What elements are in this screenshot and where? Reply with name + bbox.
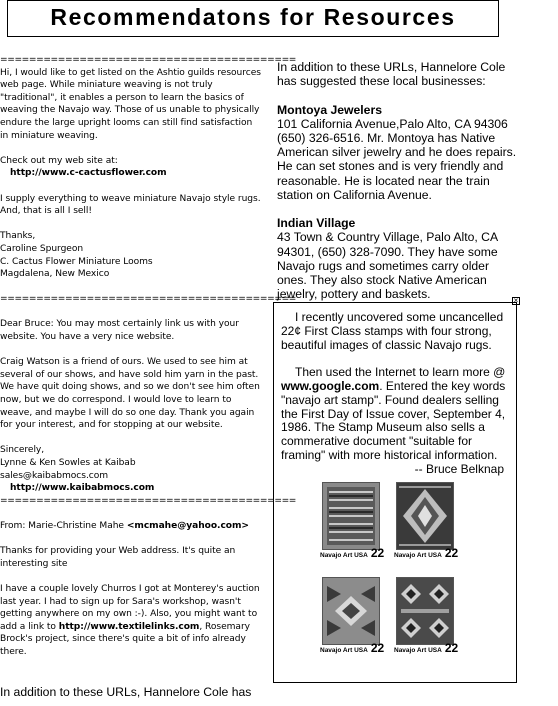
business-montoya: Montoya Jewelers 101 California Avenue,Palo Alto, CA 94306 (650) 326-6516. Mr. Montoya has Native American silver jewelry and he does repairs. He can set stones and is very friendly and reasonable. He is located near the train station on California Avenue. <box>277 102 517 202</box>
divider: ========================================= <box>0 294 297 305</box>
stamp-note-p2: Then used the Internet to learn more @ www.google.com. Entered the key words "navajo art stamp". Found dealers selling the First Day of Issue cover, September 4, 1986. The Stamp Museum also sells a commerative document "suitable for framing" with more historical information. <box>281 365 506 462</box>
textilelinks-link[interactable]: http://www.textilelinks.com <box>58 621 200 632</box>
letter-2-signature: Sincerely, Lynne & Ken Sowles at Kaibab sales@kaibabmocs.com http://www.kaibabmocs.com <box>0 444 262 494</box>
cactusflower-link[interactable]: http://www.c-cactusflower.com <box>10 168 167 179</box>
page-title: Recommendatons for Resources <box>50 4 456 30</box>
business-name: Montoya Jewelers <box>277 102 382 117</box>
stamp-note-signature: -- Bruce Belknap <box>414 461 504 476</box>
stamp-note-p1: I recently uncovered some uncancelled 22¢ First Class stamps with four strong, beautiful images of classic Navajo rugs. <box>281 310 504 352</box>
stamp-note-box <box>273 302 517 683</box>
business-indian-village: Indian Village 43 Town & Country Village, Palo Alto, CA 94301, (650) 328-7090. They have some Navajo rugs and sometimes carry older ones. They also stock Native American jewelry, pottery and baskets. <box>277 216 498 302</box>
letter-3-thanks: Thanks for providing your Web address. It's quite an interesting site <box>0 546 236 569</box>
stamp-2: Navajo Art USA 22 <box>390 478 458 566</box>
letter-2-body: Craig Watson is a friend of ours. We used to see him at several of our shows, and have sold him yarn in the past. We have quit doing shows, and so we don't see him often now, but we do correspond. I would love to learn to weave, and maybe I will do so one day. Thank you again for your interest, and for stopping at our website. <box>0 357 260 431</box>
letter-3-from: From: Marie-Christine Mahe <mcmahe@yahoo.com> <box>0 520 249 531</box>
continued-text: In addition to these URLs, Hannelore Cole has <box>0 685 252 699</box>
stamp-3: Navajo Art USA 22 <box>316 573 384 661</box>
kaibabmocs-link[interactable]: http://www.kaibabmocs.com <box>10 483 155 494</box>
stamp-1: Navajo Art USA 22 <box>316 478 384 566</box>
navajo-stamps-image <box>316 478 476 668</box>
rug-4-image <box>396 577 454 645</box>
letter-2-greeting: Dear Bruce: You may most certainly link us with your website. You have a very nice website. <box>0 319 239 343</box>
right-column <box>277 60 517 316</box>
divider: ========================================= <box>0 495 297 506</box>
stamp-4: Navajo Art USA 22 <box>390 573 458 661</box>
divider: ========================================= <box>0 55 297 65</box>
mahe-email[interactable]: <mcmahe@yahoo.com> <box>126 520 249 531</box>
title-box <box>7 0 499 37</box>
letter-1-signature: Thanks, Caroline Spurgeon C. Cactus Flower Miniature Looms Magdalena, New Mexico <box>0 231 153 280</box>
close-icon[interactable]: × <box>513 296 519 305</box>
businesses-intro: In addition to these URLs, Hannelore Cole has suggested these local businesses: <box>277 60 506 89</box>
letter-3-body: I have a couple lovely Churros I got at Monterey's auction last year. I had to sign up for Sara's workshop, wasn't getting anywhere on my own :-). Also, you might want to add a link to http://www.textilelinks.com, Rosemary Brock's project, since there's quite a bit of info already there. <box>0 583 260 657</box>
letter-1-body: Hi, I would like to get listed on the Ashtio guilds resources web page. While miniature weaving is not truly "traditional", it enables a person to learn the basics of weaving the Navajo way. Those of us unable to physically endure the large upright looms can still find satisfaction in miniature weaving. <box>0 67 261 141</box>
business-name: Indian Village <box>277 216 356 231</box>
google-link[interactable]: www.google.com <box>281 378 380 393</box>
rug-2-image <box>396 482 454 550</box>
left-column <box>0 55 297 671</box>
rug-3-image <box>322 577 380 645</box>
rug-1-image <box>322 482 380 550</box>
letter-1-supply: I supply everything to weave miniature Navajo style rugs. And, that is all I sell! <box>0 193 261 217</box>
letter-1-website: Check out my web site at: http://www.c-cactusflower.com <box>0 155 262 180</box>
